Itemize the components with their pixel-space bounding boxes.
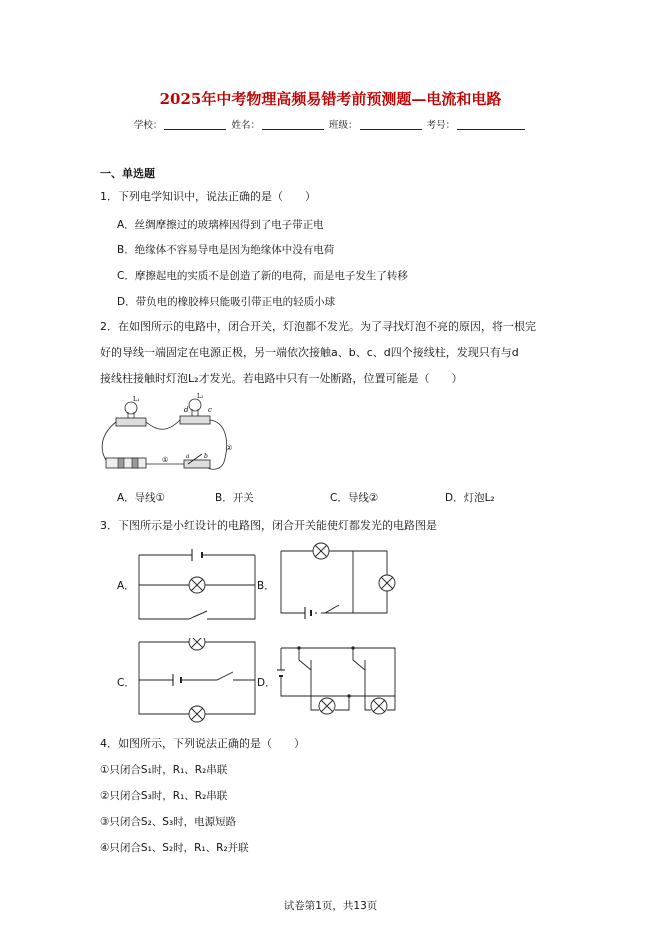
q1-option-d[interactable]: D．带负电的橡胶棒只能吸引带正电的轻质小球 — [117, 296, 336, 308]
q2-stem-line1: 2．在如图所示的电路中，闭合开关，灯泡都不发光。为了寻找灯泡不亮的原因，将一根完 — [100, 320, 536, 333]
q2-stem-line3: 接线柱接触时灯泡L₂才发光。若电路中只有一处断路，位置可能是（ ） — [100, 372, 463, 385]
q2-stem-line2: 好的导线一端固定在电源正极，另一端依次接触a、b、c、d四个接线柱，发现只有与d — [100, 346, 519, 359]
page-title: 2025年中考物理高频易错考前预测题—电流和电路 — [159, 90, 502, 108]
exam-no-blank[interactable] — [457, 129, 525, 130]
q4-statement-4: ④只闭合S₁、S₂时，R₁、R₂并联 — [100, 842, 249, 854]
q3-circuit-d[interactable] — [277, 640, 402, 725]
class-blank[interactable] — [360, 129, 422, 130]
q1-option-a[interactable]: A．丝绸摩擦过的玻璃棒因得到了电子带正电 — [117, 219, 324, 231]
q3-option-a-label[interactable]: A． — [117, 580, 135, 592]
q3-circuit-c[interactable] — [137, 638, 257, 728]
q3-circuit-a[interactable] — [137, 547, 257, 627]
school-blank[interactable] — [164, 129, 226, 130]
q2-option-c[interactable]: C．导线② — [330, 492, 379, 504]
section-heading: 一、单选题 — [100, 167, 155, 180]
fig-label-c: c — [208, 406, 212, 414]
fig-label-b: b — [204, 453, 208, 460]
class-label: 班级： — [329, 120, 358, 131]
name-blank[interactable] — [262, 129, 324, 130]
q4-stem: 4．如图所示，下列说法正确的是（ ） — [100, 737, 305, 750]
q4-statement-3: ③只闭合S₂、S₃时，电源短路 — [100, 816, 237, 828]
q3-option-d-label[interactable]: D． — [257, 677, 276, 689]
q3-option-c-label[interactable]: C． — [117, 677, 135, 689]
q3-stem: 3．下图所示是小红设计的电路图，闭合开关能使灯都发光的电路图是 — [100, 519, 437, 532]
fig-label-l2: L₂ — [197, 393, 204, 400]
q1-stem: 1．下列电学知识中，说法正确的是（ ） — [100, 190, 316, 203]
q3-option-b-label[interactable]: B． — [257, 580, 275, 592]
q2-circuit-figure — [98, 392, 238, 480]
page-footer: 试卷第1页，共13页 — [283, 900, 378, 912]
student-info-line — [0, 117, 661, 131]
fig-label-d: d — [184, 406, 189, 414]
name-label: 姓名： — [231, 120, 260, 131]
exam-no-label: 考号： — [426, 120, 456, 131]
q4-statement-2: ②只闭合S₃时，R₁、R₂串联 — [100, 790, 228, 802]
fig-label-a: a — [186, 453, 190, 460]
q2-option-d[interactable]: D．灯泡L₂ — [445, 492, 495, 504]
q1-option-b[interactable]: B．绝缘体不容易导电是因为绝缘体中没有电荷 — [117, 244, 335, 256]
fig-label-wire1: ① — [162, 456, 169, 464]
fig-label-wire2: ② — [226, 444, 233, 452]
q3-circuit-b[interactable] — [277, 541, 402, 621]
q2-option-b[interactable]: B．开关 — [215, 492, 254, 504]
fig-label-l1: L₁ — [133, 396, 140, 403]
q4-statement-1: ①只闭合S₁时，R₁、R₂串联 — [100, 764, 228, 776]
school-label: 学校： — [133, 120, 163, 131]
q1-option-c[interactable]: C．摩擦起电的实质不是创造了新的电荷，而是电子发生了转移 — [117, 270, 408, 282]
q2-option-a[interactable]: A．导线① — [117, 492, 166, 504]
